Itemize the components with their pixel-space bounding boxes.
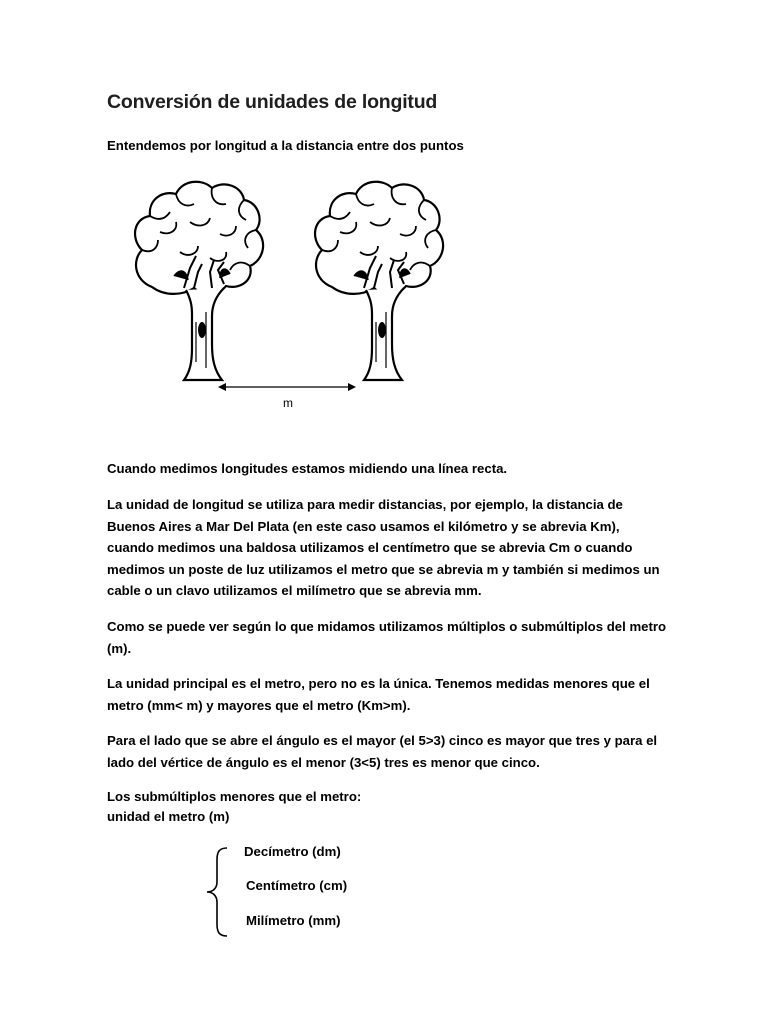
tree-icon (315, 182, 443, 380)
paragraph: Los submúltiplos menores que el metro: (107, 789, 362, 804)
submultiple-item: Milímetro (mm) (246, 913, 341, 928)
distance-label: m (283, 396, 293, 410)
distance-illustration (120, 172, 560, 442)
paragraph: La unidad de longitud se utiliza para medir distancias, por ejemplo, la distancia de Buenos Aires a Mar Del Plata (en este caso usamos el kilómetro y se abrevia Km), cuando medimos una baldosa utilizamos el centímetro que se abrevia Cm o cuando medimos un poste de luz utilizamos el metro que se abrevia m y también si medimos un cable o un clavo utilizamos el milímetro que se abrevia mm. (107, 497, 660, 599)
paragraph: La unidad principal es el metro, pero no es la única. Tenemos medidas menores que el metro (mm< m) y mayores que el metro (Km>m). (107, 676, 650, 713)
double-arrow-icon (218, 383, 356, 391)
page-title: Conversión de unidades de longitud (107, 91, 438, 113)
paragraph: unidad el metro (m) (107, 809, 230, 824)
submultiple-item: Decímetro (dm) (244, 844, 341, 859)
paragraph: Como se puede ver según lo que midamos utilizamos múltiplos o submúltiplos del metro (m). (107, 619, 667, 656)
submultiple-item: Centímetro (cm) (246, 878, 348, 893)
subtitle: Entendemos por longitud a la distancia entre dos puntos (107, 138, 464, 153)
paragraph: Para el lado que se abre el ángulo es el mayor (el 5>3) cinco es mayor que tres y para el lado del vértice de ángulo es el menor (3<5) tres es menor que cinco. (107, 733, 658, 770)
tree-icon (135, 182, 263, 380)
left-brace-icon (203, 846, 233, 938)
paragraph: Cuando medimos longitudes estamos midiendo una línea recta. (107, 461, 508, 476)
